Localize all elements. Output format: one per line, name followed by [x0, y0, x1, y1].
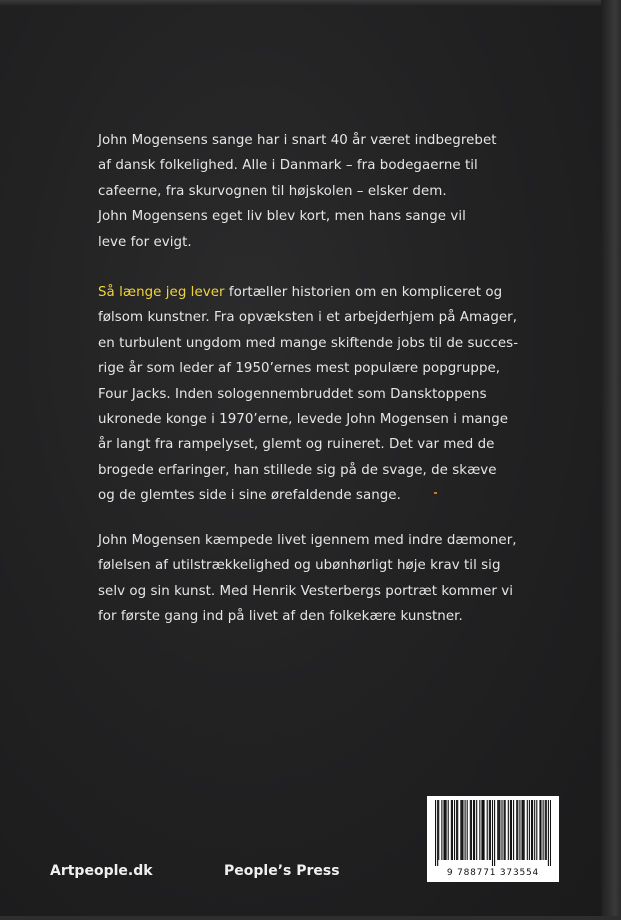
blurb-line: rige år som leder af 1950’ernes mest populære popgruppe,: [98, 361, 501, 377]
blurb-line: John Mogensens sange har i snart 40 år været indbegrebet: [98, 133, 497, 148]
barcode-bars: [435, 800, 551, 866]
cover-spine-edge: [601, 0, 621, 920]
blurb-line: brogede erfaringer, han stillede sig på de svage, de skæve: [98, 462, 497, 478]
blurb-line: år langt fra rampelyset, glemt og ruineret. Det var med de: [98, 437, 495, 453]
blurb-line: selv og sin kunst. Med Henrik Vesterbergs portræt kommer vi: [98, 583, 513, 599]
cover-bottom-edge: [0, 916, 621, 920]
blurb-line: følelsen af utilstrækkelighed og ubønhørligt høje krav til sig: [98, 558, 501, 574]
blurb-line: en turbulent ungdom med mange skiftende jobs til de succes-: [98, 335, 519, 351]
blurb-line: John Mogensens eget liv blev kort, men hans sange vil: [98, 209, 466, 225]
isbn-number: 9 788771 373554: [446, 868, 540, 878]
blurb-line: Four Jacks. Inden sologennembruddet som Dansktoppens: [98, 386, 487, 402]
blurb-line: cafeerne, fra skurvognen til højskolen – elsker dem.: [98, 183, 447, 199]
blurb-line: John Mogensen kæmpede livet igennem med indre dæmoner,: [98, 533, 517, 548]
blurb-line: og de glemtes side i sine ørefaldende sange.: [98, 488, 401, 504]
blurb-paragraph-1: [98, 128, 528, 255]
blurb-line: leve for evigt.: [98, 234, 192, 250]
book-title-highlight: Så længe jeg lever: [98, 285, 225, 300]
blurb-paragraph-3: [98, 528, 528, 630]
blurb-line: følsom kunstner. Fra opvæksten i et arbejderhjem på Amager,: [98, 310, 518, 326]
blurb-line-rest: fortæller historien om en kompliceret og: [224, 285, 503, 300]
blurb-line: [98, 280, 528, 305]
blurb-line: ukronede konge i 1970’erne, levede John Mogensen i mange: [98, 412, 509, 428]
isbn-barcode: [427, 796, 559, 882]
blurb-line: for første gang ind på livet af den folkekære kunstner.: [98, 609, 463, 625]
print-speck: [434, 492, 437, 494]
blurb-line: af dansk folkelighed. Alle i Danmark – fra bodegaerne til: [98, 158, 478, 174]
publisher-peoples-press: People’s Press: [224, 863, 340, 879]
cover-top-edge: [0, 0, 621, 6]
blurb-paragraph-2: [98, 280, 528, 509]
publisher-artpeople: Artpeople.dk: [50, 863, 153, 879]
